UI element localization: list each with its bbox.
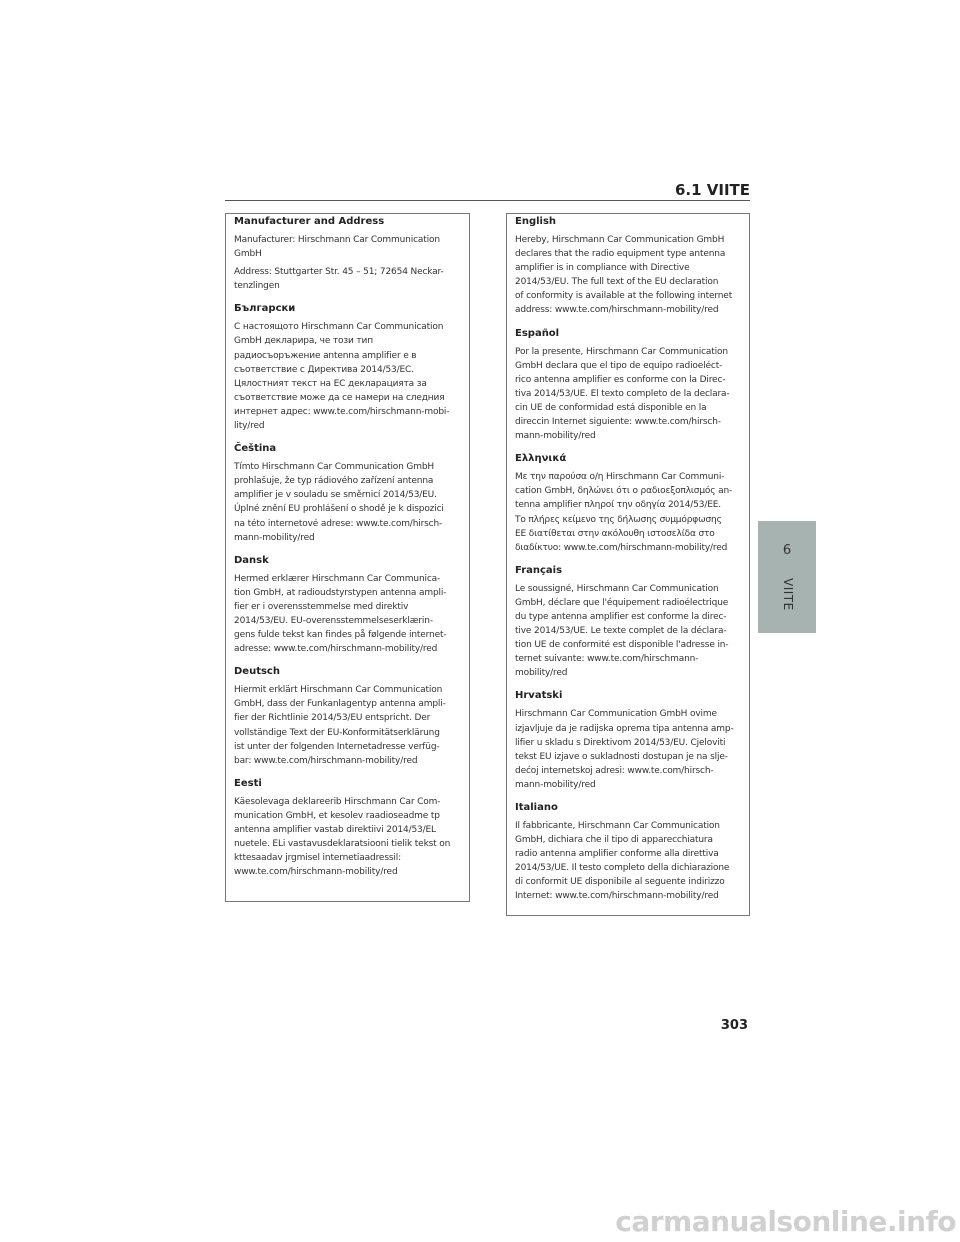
watermark-logo: carmanualsonline.info <box>615 1205 956 1238</box>
text-line: prohlašuje, že typ rádiového zařízení antenna <box>234 476 434 487</box>
text-line: antenna amplifier vastab direktiivi 2014/53/EL <box>234 825 436 835</box>
declaration-paragraph <box>234 460 462 545</box>
declaration-paragraph <box>234 233 462 261</box>
text-line: Le soussigné, Hirschmann Car Communication <box>515 583 719 594</box>
text-line: Hirschmann Car Communication GmbH ovime <box>515 709 717 720</box>
chapter-tab-label: VIITE <box>781 578 795 611</box>
text-line: cation GmbH, δηλώνει ότι ο ραδιοεξοπλισμός an- <box>515 486 733 497</box>
text-line: kttesaadav jrgmisel internetiaadressil: <box>234 853 401 864</box>
text-line: tekst EU izjave o sukladnosti dostupan je na slje- <box>515 751 728 762</box>
text-line: съответствие може да се намери на следния <box>234 392 445 403</box>
section-heading: Čeština <box>234 443 277 455</box>
text-line: rico antenna amplifier es conforme con la Direc- <box>515 374 726 385</box>
language-section <box>234 301 462 433</box>
text-line: tiva 2014/53/UE. El texto completo de la declara- <box>515 388 730 399</box>
text-line: di conformit UE disponibile al seguente indirizzo <box>515 877 725 888</box>
text-line: tive 2014/53/UE. Le texte complet de la déclara- <box>515 626 727 637</box>
declaration-paragraph <box>234 683 462 768</box>
text-line: direccin Internet siguiente: www.te.com/hirsch- <box>515 417 721 428</box>
text-line: Käesolevaga deklareerib Hirschmann Car Com- <box>234 796 441 807</box>
header-divider <box>225 200 750 201</box>
declaration-paragraph <box>515 819 742 904</box>
text-line: amplifier is in compliance with Directive <box>515 263 690 274</box>
text-line: declares that the radio equipment type antenna <box>515 249 726 260</box>
section-heading: Español <box>515 327 560 339</box>
text-line: fier der Richtlinie 2014/53/EU entspricht. Der <box>234 713 431 724</box>
section-heading: Български <box>234 303 296 315</box>
declaration-paragraph <box>234 572 462 657</box>
text-line: Internet: www.te.com/hirschmann-mobility/red <box>515 891 719 902</box>
declaration-paragraph <box>234 320 462 433</box>
declaration-column-left <box>225 213 470 902</box>
text-line: vollständige Text der EU-Konformitätserklärung <box>234 727 440 738</box>
text-line: adresse: www.te.com/hirschmann-mobility/red <box>234 644 438 655</box>
text-line: GmbH, déclare que l'équipement radioélectrique <box>515 597 729 608</box>
section-heading: Deutsch <box>234 666 280 678</box>
text-line: lifier u skladu s Direktivom 2014/53/EU. Cjeloviti <box>515 737 726 748</box>
text-line: Цялостният текст на ЕС декларацията за <box>234 378 427 389</box>
text-line: mobility/red <box>515 668 568 679</box>
text-line: GmbH declara que el tipo de equipo radioeléct- <box>515 360 723 371</box>
text-line: address: www.te.com/hirschmann-mobility/red <box>515 305 719 316</box>
text-line: С настоящото Hirschmann Car Communication <box>234 322 444 333</box>
declaration-paragraph <box>515 233 742 318</box>
declaration-paragraph <box>234 795 462 880</box>
text-line: съответствие с Директива 2014/53/ЕС. <box>234 364 414 375</box>
text-line: cin UE de conformidad está disponible en la <box>515 402 707 413</box>
text-line: mann-mobility/red <box>515 779 596 790</box>
text-line: 2014/53/UE. Il testo completo della dichiarazione <box>515 863 730 874</box>
declaration-paragraph <box>234 265 462 293</box>
text-line: GmbH декларира, че този тип <box>234 336 373 347</box>
language-section <box>234 553 462 657</box>
text-line: Manufacturer: Hirschmann Car Communication <box>234 235 440 245</box>
section-heading: Hrvatski <box>515 690 563 702</box>
section-heading: Manufacturer and Address <box>234 216 385 227</box>
text-line: tenzlingen <box>234 281 280 292</box>
text-line: nuetele. ELi vastavusdeklaratsiooni tielik tekst on <box>234 839 451 850</box>
text-line: Hiermit erklärt Hirschmann Car Communication <box>234 685 443 696</box>
language-section <box>234 441 462 545</box>
text-line: ΕΕ διατίθεται στην ακόλουθη ιστοσελίδα στο <box>515 528 715 539</box>
page-number: 303 <box>720 1018 748 1033</box>
section-heading: Français <box>515 564 563 576</box>
text-line: dećoj internetskoj adresi: www.te.com/hirsch- <box>515 765 714 776</box>
text-line: Hereby, Hirschmann Car Communication GmbH <box>515 235 725 245</box>
text-line: Hermed erklærer Hirschmann Car Communica- <box>234 573 441 584</box>
text-line: Tímto Hirschmann Car Communication GmbH <box>234 462 435 473</box>
text-line: fier er i overensstemmelse med direktiv <box>234 601 409 612</box>
declaration-paragraph <box>515 582 742 681</box>
text-line: Με την παρούσα ο/η Hirschmann Car Communi- <box>515 472 725 483</box>
text-line: tion GmbH, at radioudstyrstypen antenna ampli- <box>234 587 447 598</box>
text-line: gens fulde tekst kan findes på følgende internet- <box>234 630 447 641</box>
text-line: GmbH, dichiara che il tipo di apparecchiatura <box>515 835 713 846</box>
language-section <box>515 800 742 904</box>
language-section <box>515 688 742 792</box>
text-line: Por la presente, Hirschmann Car Communication <box>515 346 728 357</box>
declaration-paragraph <box>515 470 742 555</box>
text-line: amplifier je v souladu se směrnicí 2014/53/EU. <box>234 490 437 501</box>
text-line: ist unter der folgenden Internetadresse verfüg- <box>234 741 440 752</box>
text-line: na této internetové adrese: www.te.com/hirsch- <box>234 518 443 529</box>
text-line: GmbH <box>234 249 262 260</box>
text-line: radio antenna amplifier conforme alla direttiva <box>515 849 719 860</box>
language-section <box>234 214 462 293</box>
section-heading: Ελληνικά <box>515 453 567 465</box>
text-line: интернет адрес: www.te.com/hirschmann-mobi- <box>234 406 450 417</box>
language-section <box>234 664 462 768</box>
section-heading: Dansk <box>234 554 269 566</box>
text-line: 2014/53/EU. The full text of the EU declaration <box>515 277 719 288</box>
chapter-tab-number: 6 <box>782 543 792 558</box>
declaration-paragraph <box>515 707 742 792</box>
text-line: Il fabbricante, Hirschmann Car Communication <box>515 821 720 831</box>
text-line: www.te.com/hirschmann-mobility/red <box>234 867 398 878</box>
text-line: Úplné znění EU prohlášení o shodě je k dispozici <box>234 504 444 515</box>
text-line: ternet suivante: www.te.com/hirschmann- <box>515 654 699 665</box>
section-heading: Italiano <box>515 802 558 813</box>
text-line: bar: www.te.com/hirschmann-mobility/red <box>234 755 418 766</box>
text-line: GmbH, dass der Funkanlagentyp antenna ampli- <box>234 699 446 710</box>
text-line: du type antenna amplifier est conforme la direc- <box>515 611 727 622</box>
declaration-paragraph <box>515 345 742 444</box>
declaration-column-right <box>506 213 750 916</box>
text-line: διαδίκτυο: www.te.com/hirschmann-mobility/red <box>515 542 728 553</box>
chapter-tab[interactable] <box>758 521 816 633</box>
text-line: радиосъоръжение antenna amplifier е в <box>234 350 417 361</box>
text-line: mann-mobility/red <box>234 532 315 543</box>
text-line: tenna amplifier πληροί την οδηγία 2014/53/ΕΕ. <box>515 500 721 511</box>
text-line: tion UE de conformité est disponible l'adresse in- <box>515 640 729 651</box>
text-line: of conformity is available at the following internet <box>515 291 733 302</box>
language-section <box>515 214 742 318</box>
section-title: 6.1 VIITE <box>674 181 750 199</box>
language-section <box>515 451 742 555</box>
text-line: 2014/53/EU. EU-overensstemmelseserklærin- <box>234 615 433 626</box>
section-heading: Eesti <box>234 777 262 789</box>
text-line: Address: Stuttgarter Str. 45 – 51; 72654 Neckar- <box>234 267 444 278</box>
text-line: mann-mobility/red <box>515 431 596 442</box>
text-line: lity/red <box>234 421 265 432</box>
section-heading: English <box>515 216 557 227</box>
language-section <box>234 776 462 880</box>
text-line: izjavljuje da je radijska oprema tipa antenna amp- <box>515 723 734 734</box>
language-section <box>515 563 742 681</box>
text-line: Το πλήρες κείμενο της δήλωσης συμμόρφωσης <box>515 514 722 525</box>
language-section <box>515 326 742 444</box>
text-line: munication GmbH, et kesolev raadioseadme tp <box>234 810 440 821</box>
